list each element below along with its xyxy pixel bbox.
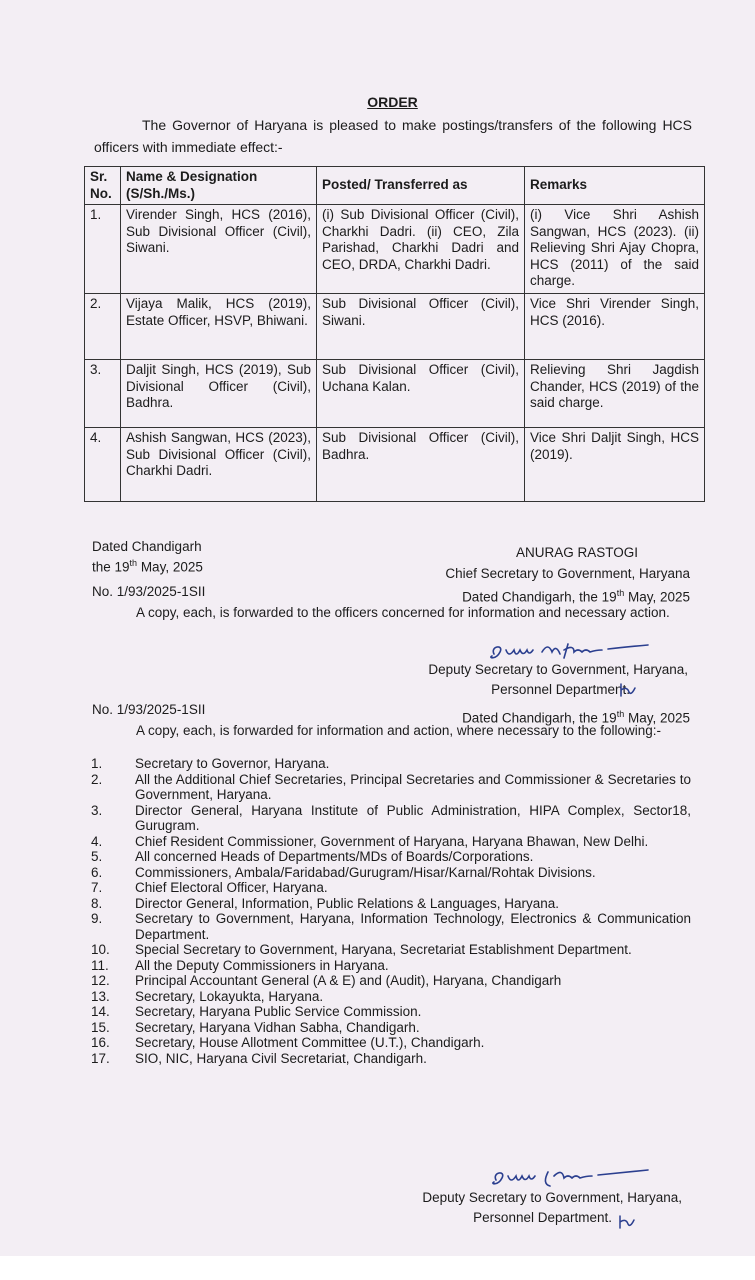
list-item xyxy=(91,1035,691,1051)
row-remarks: (i) Vice Shri Ashish Sangwan, HCS (2023). (ii) Relieving Shri Ajay Chopra, HCS (2011) of the said charge. xyxy=(525,205,705,294)
list-item-number: 3. xyxy=(91,802,103,818)
chief-secretary-name: ANURAG RASTOGI xyxy=(515,545,638,560)
list-item-text: Secretary to Government, Haryana, Information Technology, Electronics & Communication Department. xyxy=(135,911,691,942)
row-name: Ashish Sangwan, HCS (2023), Sub Divisional Officer (Civil), Charkhi Dadri. xyxy=(121,428,317,502)
dated-day-suffix: th xyxy=(129,558,138,568)
list-item-number: 10. xyxy=(91,942,110,957)
row-sr: 3. xyxy=(85,360,121,428)
table-row xyxy=(85,360,705,428)
list-item-number: 1. xyxy=(91,756,103,771)
chief-secretary-title: Chief Secretary to Government, Haryana xyxy=(445,566,690,581)
list-item-number: 2. xyxy=(91,771,103,787)
list-item-number: 4. xyxy=(91,833,103,849)
list-item xyxy=(91,896,691,912)
list-item-number: 17. xyxy=(91,1050,110,1066)
row-name: Vijaya Malik, HCS (2019), Estate Officer, HSVP, Bhiwani. xyxy=(121,294,317,360)
distribution-list xyxy=(91,756,691,1066)
list-item-text: SIO, NIC, Haryana Civil Secretariat, Chandigarh. xyxy=(135,1050,427,1066)
list-item xyxy=(91,911,691,942)
list-item-number: 5. xyxy=(91,849,103,864)
list-item-text: Principal Accountant General (A & E) and (Audit), Haryana, Chandigarh xyxy=(135,973,562,988)
list-item-text: All concerned Heads of Departments/MDs of Boards/Corporations. xyxy=(135,849,534,864)
endorsement2-date-pre: Dated Chandigarh, the 19 xyxy=(462,710,617,726)
header-name-designation: Name & Designation (S/Sh./Ms.) xyxy=(121,167,317,205)
list-item xyxy=(91,1051,691,1067)
postings-table xyxy=(84,166,705,502)
list-item-number: 12. xyxy=(91,973,110,988)
list-item-text: Secretary, House Allotment Committee (U.T.), Chandigarh. xyxy=(135,1035,485,1050)
header-posted-transferred: Posted/ Transferred as xyxy=(317,167,525,205)
row-name: Daljit Singh, HCS (2019), Sub Divisional Officer (Civil), Badhra. xyxy=(121,360,317,428)
table-row xyxy=(85,428,705,502)
list-item xyxy=(91,1004,691,1020)
page-bottom-edge xyxy=(0,1256,755,1280)
list-item-text: Secretary, Lokayukta, Haryana. xyxy=(135,988,324,1004)
dated-line1: Dated Chandigarh xyxy=(92,539,202,554)
list-item xyxy=(91,756,691,772)
list-item-text: Commissioners, Ambala/Faridabad/Gurugram/Hisar/Karnal/Rohtak Divisions. xyxy=(135,864,596,880)
list-item-text: Secretary to Governor, Haryana. xyxy=(135,756,330,771)
row-remarks: Vice Shri Virender Singh, HCS (2016). xyxy=(525,294,705,360)
list-item-number: 13. xyxy=(91,988,110,1004)
endorsement2-date-post: May, 2025 xyxy=(624,710,690,726)
list-item-number: 11. xyxy=(91,957,109,973)
header-sr-no: Sr. No. xyxy=(85,167,121,205)
list-item-number: 6. xyxy=(91,864,103,880)
endorsement1-text: A copy, each, is forwarded to the officers concerned for information and necessary action. xyxy=(136,605,670,620)
table-header-row xyxy=(85,167,705,205)
endorsement1-date-post: May, 2025 xyxy=(624,589,690,605)
list-item-text: Special Secretary to Government, Haryana, Secretariat Establishment Department. xyxy=(135,942,632,957)
row-sr: 4. xyxy=(85,428,121,502)
list-item xyxy=(91,772,691,803)
list-item-text: Chief Resident Commissioner, Government of Haryana, Haryana Bhawan, New Delhi. xyxy=(135,833,649,849)
list-item-text: Secretary, Haryana Vidhan Sabha, Chandigarh. xyxy=(135,1019,420,1035)
endorsement1-date-suffix: th xyxy=(616,588,625,598)
row-posted: Sub Divisional Officer (Civil), Siwani. xyxy=(317,294,525,360)
endorsement1-number: No. 1/93/2025-1SII xyxy=(92,584,206,599)
row-remarks: Relieving Shri Jagdish Chander, HCS (2019) of the said charge. xyxy=(525,360,705,428)
chief-secretary-block xyxy=(400,542,690,584)
list-item-text: All the Additional Chief Secretaries, Principal Secretaries and Commissioner & Secretaries to Government, Haryana. xyxy=(135,771,691,802)
list-item-text: Secretary, Haryana Public Service Commission. xyxy=(135,1004,422,1019)
list-item xyxy=(91,834,691,850)
row-posted: Sub Divisional Officer (Civil), Badhra. xyxy=(317,428,525,502)
row-sr: 2. xyxy=(85,294,121,360)
list-item xyxy=(91,803,691,834)
initials-mark xyxy=(617,682,637,700)
signatory-title: Deputy Secretary to Government, Haryana, xyxy=(428,662,688,677)
signatory-dept: Personnel Department. xyxy=(473,1210,612,1225)
dated-month-year: May, 2025 xyxy=(137,559,203,575)
list-item xyxy=(91,958,691,974)
dated-line2 xyxy=(92,555,203,576)
list-item-number: 8. xyxy=(91,895,103,911)
order-title: ORDER xyxy=(367,94,418,110)
list-item-number: 16. xyxy=(91,1035,110,1050)
order-intro: The Governor of Haryana is pleased to make postings/transfers of the following HCS officers with immediate effect:- xyxy=(94,117,692,155)
endorsement1-date xyxy=(400,585,690,606)
header-remarks: Remarks xyxy=(525,167,705,205)
endorsement1-date-pre: Dated Chandigarh, the 19 xyxy=(462,589,617,605)
list-item-text: Director General, Haryana Institute of Public Administration, HIPA Complex, Sector18, Gurugram. xyxy=(135,802,691,833)
table-row xyxy=(85,294,705,360)
list-item-text: Chief Electoral Officer, Haryana. xyxy=(135,880,328,895)
signatory-block-1 xyxy=(380,660,688,700)
list-item-number: 7. xyxy=(91,880,103,895)
list-item xyxy=(91,942,691,958)
endorsement2-date-suffix: th xyxy=(616,709,625,719)
list-item-text: All the Deputy Commissioners in Haryana. xyxy=(135,957,389,973)
list-item-number: 15. xyxy=(91,1019,110,1035)
row-name: Virender Singh, HCS (2016), Sub Divisional Officer (Civil), Siwani. xyxy=(121,205,317,294)
dated-day: the 19 xyxy=(92,559,130,575)
table-row xyxy=(85,205,705,294)
list-item xyxy=(91,849,691,865)
signatory-title: Deputy Secretary to Government, Haryana, xyxy=(422,1190,682,1205)
signatory-dept: Personnel Department. xyxy=(491,682,630,697)
endorsement2-text: A copy, each, is forwarded for information and action, where necessary to the following:- xyxy=(136,723,662,738)
list-item-text: Director General, Information, Public Relations & Languages, Haryana. xyxy=(135,895,559,911)
list-item xyxy=(91,1020,691,1036)
row-posted: (i) Sub Divisional Officer (Civil), Charkhi Dadri. (ii) CEO, Zila Parishad, Charkhi Dadri and CEO, DRDA, Charkhi Dadri. xyxy=(317,205,525,294)
list-item-number: 9. xyxy=(91,911,103,926)
list-item xyxy=(91,880,691,896)
list-item xyxy=(91,865,691,881)
list-item-number: 14. xyxy=(91,1004,110,1019)
dated-block xyxy=(92,538,203,576)
list-item xyxy=(91,989,691,1005)
initials-mark xyxy=(616,1214,636,1232)
row-remarks: Vice Shri Daljit Singh, HCS (2019). xyxy=(525,428,705,502)
row-posted: Sub Divisional Officer (Civil), Uchana Kalan. xyxy=(317,360,525,428)
row-sr: 1. xyxy=(85,205,121,294)
list-item xyxy=(91,973,691,989)
endorsement2-number: No. 1/93/2025-1SII xyxy=(92,702,206,717)
